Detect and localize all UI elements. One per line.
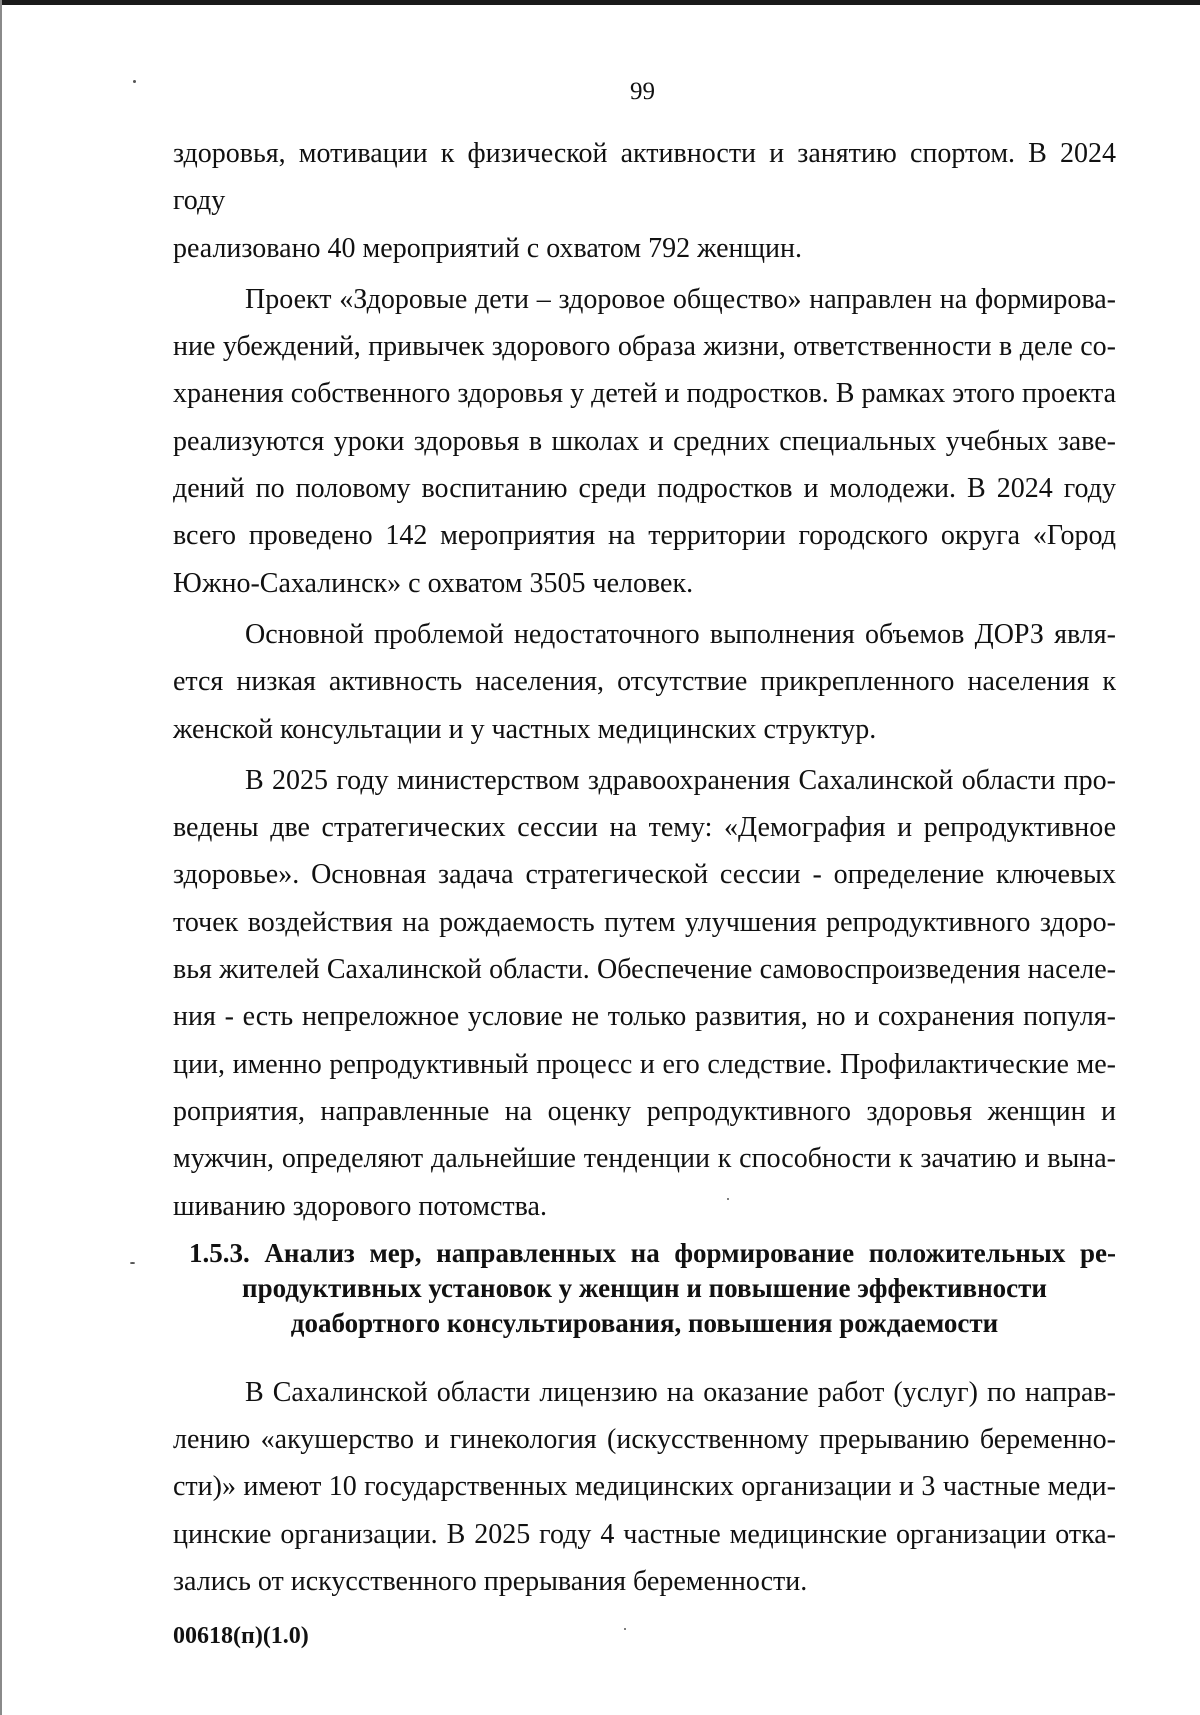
text-line: хранения собственного здоровья у детей и подростков. В рамках этого проекта	[173, 378, 1116, 410]
text-line: роприятия, направленные на оценку репродуктивного здоровья женщин и	[173, 1095, 1116, 1127]
text-line: реализуются уроки здоровья в школах и средних специальных учебных заве-	[173, 425, 1116, 457]
text-line: дений по половому воспитанию среди подростков и молодежи. В 2024 году	[173, 473, 1116, 505]
text-line: точек воздействия на рождаемость путем улучшения репродуктивного здоро-	[173, 906, 1116, 938]
text-line: женской консультации и у частных медицинских структур.	[173, 713, 877, 745]
page-number: 99	[630, 78, 655, 105]
text-line: Основной проблемой недостаточного выполнения объемов ДОРЗ явля-	[245, 618, 1116, 650]
paragraph	[173, 1369, 1116, 1605]
text-line: лению «акушерство и гинекология (искусственному прерыванию беременно-	[173, 1424, 1116, 1456]
text-line: сти)» имеют 10 государственных медицинских организации и 3 частные меди-	[173, 1471, 1116, 1503]
scan-top-edge	[0, 0, 1200, 5]
text-line: всего проведено 142 мероприятия на территории городского округа «Город	[173, 520, 1116, 552]
scan-speck	[624, 1628, 626, 1630]
heading-line: продуктивных установок у женщин и повышение эффективности	[242, 1272, 1047, 1303]
text-line: В 2025 году министерством здравоохранения Сахалинской области про-	[245, 764, 1116, 796]
scan-speck	[130, 1262, 135, 1264]
text-line: ции, именно репродуктивный процесс и его следствие. Профилактические ме-	[173, 1048, 1116, 1080]
text-line: шиванию здорового потомства.	[173, 1190, 547, 1222]
section-heading	[173, 1236, 1116, 1341]
text-line: здоровье». Основная задача стратегической сессии - определение ключевых	[173, 859, 1116, 891]
paragraph	[173, 130, 1116, 272]
document-body	[173, 130, 1116, 1605]
paragraph	[173, 276, 1116, 607]
text-line: мужчин, определяют дальнейшие тенденции к способности к зачатию и вына-	[173, 1143, 1116, 1175]
text-line: цинские организации. В 2025 году 4 частные медицинские организации отка-	[173, 1518, 1116, 1550]
scan-speck	[727, 1198, 729, 1200]
text-line: зались от искусственного прерывания беременности.	[173, 1566, 808, 1598]
text-line: В Сахалинской области лицензию на оказание работ (услуг) по направ-	[245, 1376, 1116, 1408]
text-line: Южно-Сахалинск» с охватом 3505 человек.	[173, 567, 694, 599]
text-line: ние убеждений, привычек здорового образа жизни, ответственности в деле со-	[173, 331, 1116, 363]
scan-speck	[133, 80, 136, 83]
paragraph	[173, 611, 1116, 753]
text-line: ведены две стратегических сессии на тему: «Демография и репродуктивное	[173, 812, 1116, 844]
text-line: ется низкая активность населения, отсутствие прикрепленного населения к	[173, 666, 1116, 698]
text-line: здоровья, мотивации к физической активности и занятию спортом. В 2024 году	[173, 138, 1116, 217]
text-line: вья жителей Сахалинской области. Обеспечение самовоспроизведения населе-	[173, 954, 1116, 986]
text-line: Проект «Здоровые дети – здоровое общество» направлен на формирова-	[245, 283, 1116, 315]
paragraph	[173, 757, 1116, 1230]
heading-line: 1.5.3. Анализ мер, направленных на формирование положительных ре-	[189, 1237, 1116, 1268]
heading-line: доабортного консультирования, повышения рождаемости	[290, 1307, 999, 1338]
text-line: ния - есть непреложное условие не только развития, но и сохранения популя-	[173, 1001, 1116, 1033]
scan-left-edge	[0, 0, 2, 1715]
text-line: реализовано 40 мероприятий с охватом 792 женщин.	[173, 232, 803, 264]
document-code: 00618(п)(1.0)	[173, 1623, 309, 1649]
